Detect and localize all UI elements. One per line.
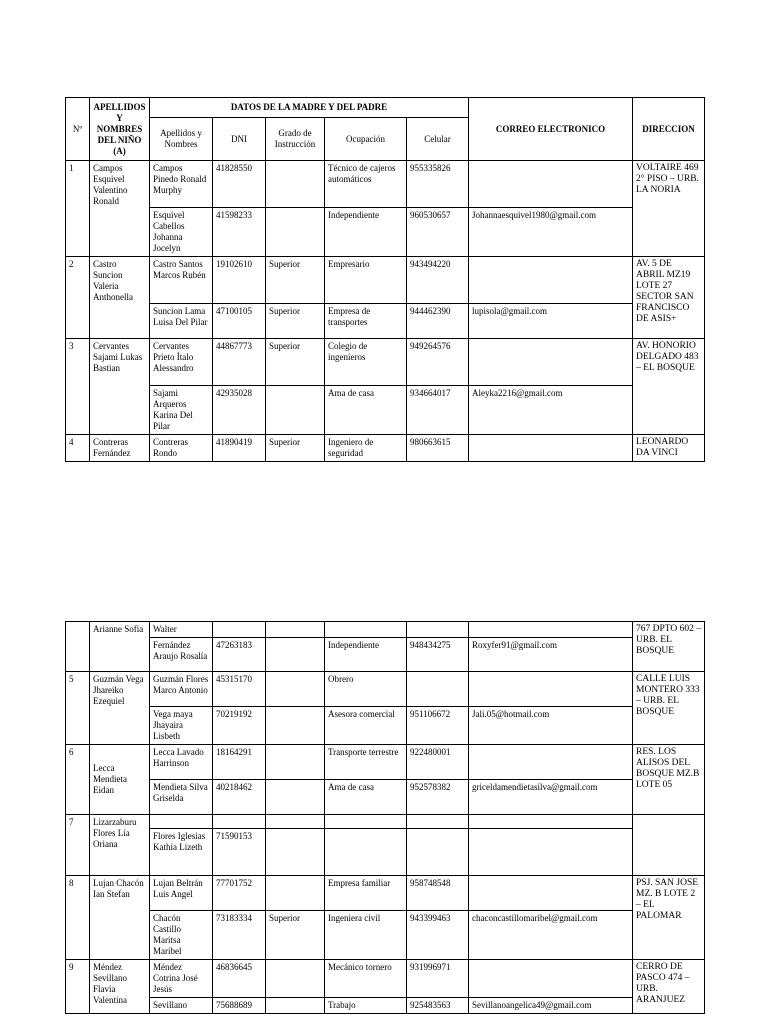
grado <box>266 622 325 638</box>
celular: 952578382 <box>407 780 469 815</box>
dni: 44867773 <box>213 339 266 386</box>
header-ocupacion: Ocupación <box>325 118 407 161</box>
celular: 922480001 <box>407 745 469 780</box>
child-name: Arianne Sofia <box>90 622 150 672</box>
grado: Superior <box>266 304 325 339</box>
table-row <box>66 304 705 339</box>
dni: 47100105 <box>213 304 266 339</box>
ocupacion: Ingeniero de seguridad <box>325 435 407 462</box>
email <box>469 339 633 386</box>
child-name: Contreras Fernández <box>90 435 150 462</box>
parent-name <box>150 815 213 829</box>
ocupacion: Ama de casa <box>325 386 407 435</box>
header-grado: Grado de Instrucción <box>266 118 325 161</box>
dni <box>213 815 266 829</box>
grado <box>266 876 325 911</box>
address: VOLTAIRE 469 2° PISO – URB. LA NORIA <box>633 161 705 257</box>
ocupacion: Ingeniera civil <box>325 911 407 960</box>
address: PSJ. SAN JOSE MZ. B LOTE 2 – EL PALOMAR <box>633 876 705 960</box>
email: Johannaesquivel1980@gmail.com <box>469 208 633 257</box>
ocupacion: Independiente <box>325 208 407 257</box>
ocupacion <box>325 829 407 876</box>
dni: 77701752 <box>213 876 266 911</box>
table-row <box>66 911 705 960</box>
grado <box>266 672 325 707</box>
grado <box>266 386 325 435</box>
address: RES. LOS ALISOS DEL BOSQUE MZ.B LOTE 05 <box>633 745 705 815</box>
email <box>469 745 633 780</box>
header-email: CORREO ELECTRONICO <box>469 98 633 161</box>
email <box>469 435 633 462</box>
celular: 944462390 <box>407 304 469 339</box>
email: griceldamendietasilva@gmail.com <box>469 780 633 815</box>
celular: 948434275 <box>407 638 469 672</box>
email: Jali.05@hotmail.com <box>469 707 633 745</box>
dni: 46836645 <box>213 960 266 998</box>
row-number: 5 <box>66 672 90 745</box>
parent-name: Mendieta Silva Griselda <box>150 780 213 815</box>
parent-name: Sajami Arqueros Karina Del Pilar <box>150 386 213 435</box>
parent-name: Cervantes Prieto Ítalo Alessandro <box>150 339 213 386</box>
dni: 19102610 <box>213 257 266 304</box>
parent-name: Esquivel Cabellos Johanna Jocelyn <box>150 208 213 257</box>
parent-name: Lujan Beltrán Luis Angel <box>150 876 213 911</box>
celular: 955335826 <box>407 161 469 208</box>
address: AV. 5 DE ABRIL MZ19 LOTE 27 SECTOR SAN FRANCISCO DE ASIS+ <box>633 257 705 339</box>
parent-name: Chacón Castillo Maritsa Maribel <box>150 911 213 960</box>
child-name: Lecca Mendieta Eidan <box>90 745 150 815</box>
grado: Superior <box>266 435 325 462</box>
dni: 70219192 <box>213 707 266 745</box>
parent-name: Walter <box>150 622 213 638</box>
email <box>469 876 633 911</box>
ocupacion: Obrero <box>325 672 407 707</box>
ocupacion: Transporte terrestre <box>325 745 407 780</box>
ocupacion: Técnico de cajeros automáticos <box>325 161 407 208</box>
header-dni: DNI <box>213 118 266 161</box>
table-row <box>66 707 705 745</box>
grado: Superior <box>266 257 325 304</box>
table-row <box>66 208 705 257</box>
row-number: 9 <box>66 960 90 1014</box>
row-number <box>66 622 90 672</box>
row-number: 1 <box>66 161 90 257</box>
email <box>469 161 633 208</box>
parent-name: Fernández Araujo Rosalía <box>150 638 213 672</box>
celular <box>407 829 469 876</box>
address: CERRO DE PASCO 474 – URB. ARANJUEZ <box>633 960 705 1014</box>
header-child-name: APELLIDOS Y NOMBRES DEL NIÑO (A) <box>90 98 150 161</box>
dni: 41598233 <box>213 208 266 257</box>
header-celular: Celular <box>407 118 469 161</box>
email: Roxyfer91@gmail.com <box>469 638 633 672</box>
child-name: Castro Suncion Valeria Anthonella <box>90 257 150 339</box>
table-row <box>66 829 705 876</box>
header-no: Nº <box>66 98 90 161</box>
row-number: 6 <box>66 745 90 815</box>
email <box>469 829 633 876</box>
row-number: 7 <box>66 815 90 876</box>
ocupacion: Empresa de transportes <box>325 304 407 339</box>
grado <box>266 638 325 672</box>
parent-name: Sevillano <box>150 998 213 1014</box>
child-name: Guzmán Vega Jhareiko Ezequiel <box>90 672 150 745</box>
child-name: Cervantes Sajami Lukas Bastian <box>90 339 150 435</box>
celular: 958748548 <box>407 876 469 911</box>
email <box>469 257 633 304</box>
row-number: 8 <box>66 876 90 960</box>
parent-name: Guzmán Flores Marco Antonio <box>150 672 213 707</box>
ocupacion <box>325 622 407 638</box>
parent-name: Lecca Lavado Harrinson <box>150 745 213 780</box>
header-parents-group: DATOS DE LA MADRE Y DEL PADRE <box>150 98 469 118</box>
table-row <box>66 339 705 386</box>
celular: 934664017 <box>407 386 469 435</box>
email: lupisola@gmail.com <box>469 304 633 339</box>
students-table-page-1 <box>65 97 705 462</box>
celular <box>407 815 469 829</box>
email <box>469 672 633 707</box>
grado <box>266 829 325 876</box>
students-table-page-2 <box>65 621 705 1014</box>
dni: 75688689 <box>213 998 266 1014</box>
table-row <box>66 386 705 435</box>
dni: 42935028 <box>213 386 266 435</box>
email: chaconcastillomaribel@gmail.com <box>469 911 633 960</box>
ocupacion: Empresario <box>325 257 407 304</box>
email <box>469 960 633 998</box>
celular: 943399463 <box>407 911 469 960</box>
table-row <box>66 161 705 208</box>
ocupacion: Colegio de ingenieros <box>325 339 407 386</box>
parent-name: Campos Pinedo Ronald Murphy <box>150 161 213 208</box>
grado <box>266 208 325 257</box>
ocupacion: Trabajo <box>325 998 407 1014</box>
dni: 73183334 <box>213 911 266 960</box>
ocupacion: Mecánico tornero <box>325 960 407 998</box>
celular: 943494220 <box>407 257 469 304</box>
celular: 980663615 <box>407 435 469 462</box>
celular <box>407 622 469 638</box>
dni: 45315170 <box>213 672 266 707</box>
grado <box>266 960 325 998</box>
table-row <box>66 638 705 672</box>
child-name: Campos Esquivel Valentino Ronald <box>90 161 150 257</box>
address: AV. HONORIO DELGADO 483 – EL BOSQUE <box>633 339 705 435</box>
table-row <box>66 815 705 829</box>
table-row <box>66 780 705 815</box>
table-row <box>66 622 705 638</box>
dni: 41890419 <box>213 435 266 462</box>
grado <box>266 815 325 829</box>
dni: 40218462 <box>213 780 266 815</box>
table-row <box>66 998 705 1014</box>
celular: 949264576 <box>407 339 469 386</box>
parent-name: Vega maya Jhayaira Lisbeth <box>150 707 213 745</box>
ocupacion: Asesora comercial <box>325 707 407 745</box>
email: Aleyka2216@gmail.com <box>469 386 633 435</box>
row-number: 3 <box>66 339 90 435</box>
grado <box>266 745 325 780</box>
table-row <box>66 257 705 304</box>
email <box>469 622 633 638</box>
celular: 951106672 <box>407 707 469 745</box>
table-row <box>66 960 705 998</box>
email <box>469 815 633 829</box>
address: 767 DPTO 602 – URB. EL BOSQUE <box>633 622 705 672</box>
row-number: 4 <box>66 435 90 462</box>
address: CALLE LUIS MONTERO 333 – URB. EL BOSQUE <box>633 672 705 745</box>
ocupacion <box>325 815 407 829</box>
dni: 18164291 <box>213 745 266 780</box>
ocupacion: Empresa familiar <box>325 876 407 911</box>
celular <box>407 672 469 707</box>
child-name: Lizarzaburu Flores Lía Oriana <box>90 815 150 876</box>
grado: Superior <box>266 339 325 386</box>
parent-name: Méndez Cotrina José Jesús <box>150 960 213 998</box>
ocupacion: Independiente <box>325 638 407 672</box>
table-row <box>66 876 705 911</box>
address: LEONARDO DA VINCI <box>633 435 705 462</box>
header-address: DIRECCION <box>633 98 705 161</box>
child-name: Méndez Sevillano Flavia Valentina <box>90 960 150 1014</box>
header-parent-name: Apellidos y Nombres <box>150 118 213 161</box>
parent-name: Flores Iglesias Kathia Lizeth <box>150 829 213 876</box>
table-row <box>66 435 705 462</box>
grado <box>266 161 325 208</box>
ocupacion: Ama de casa <box>325 780 407 815</box>
dni: 71590153 <box>213 829 266 876</box>
table-row <box>66 672 705 707</box>
celular: 925483563 <box>407 998 469 1014</box>
parent-name: Contreras Rondo <box>150 435 213 462</box>
parent-name: Suncion Lama Luisa Del Pilar <box>150 304 213 339</box>
grado <box>266 998 325 1014</box>
address <box>633 815 705 876</box>
dni: 47263183 <box>213 638 266 672</box>
child-name: Lujan Chacón Ian Stefan <box>90 876 150 960</box>
table-row <box>66 745 705 780</box>
grado: Superior <box>266 911 325 960</box>
row-number: 2 <box>66 257 90 339</box>
email: Sevillanoangelica49@gmail.com <box>469 998 633 1014</box>
parent-name: Castro Santos Marcos Rubén <box>150 257 213 304</box>
celular: 960530657 <box>407 208 469 257</box>
celular: 931996971 <box>407 960 469 998</box>
dni: 41828550 <box>213 161 266 208</box>
dni <box>213 622 266 638</box>
grado <box>266 780 325 815</box>
grado <box>266 707 325 745</box>
